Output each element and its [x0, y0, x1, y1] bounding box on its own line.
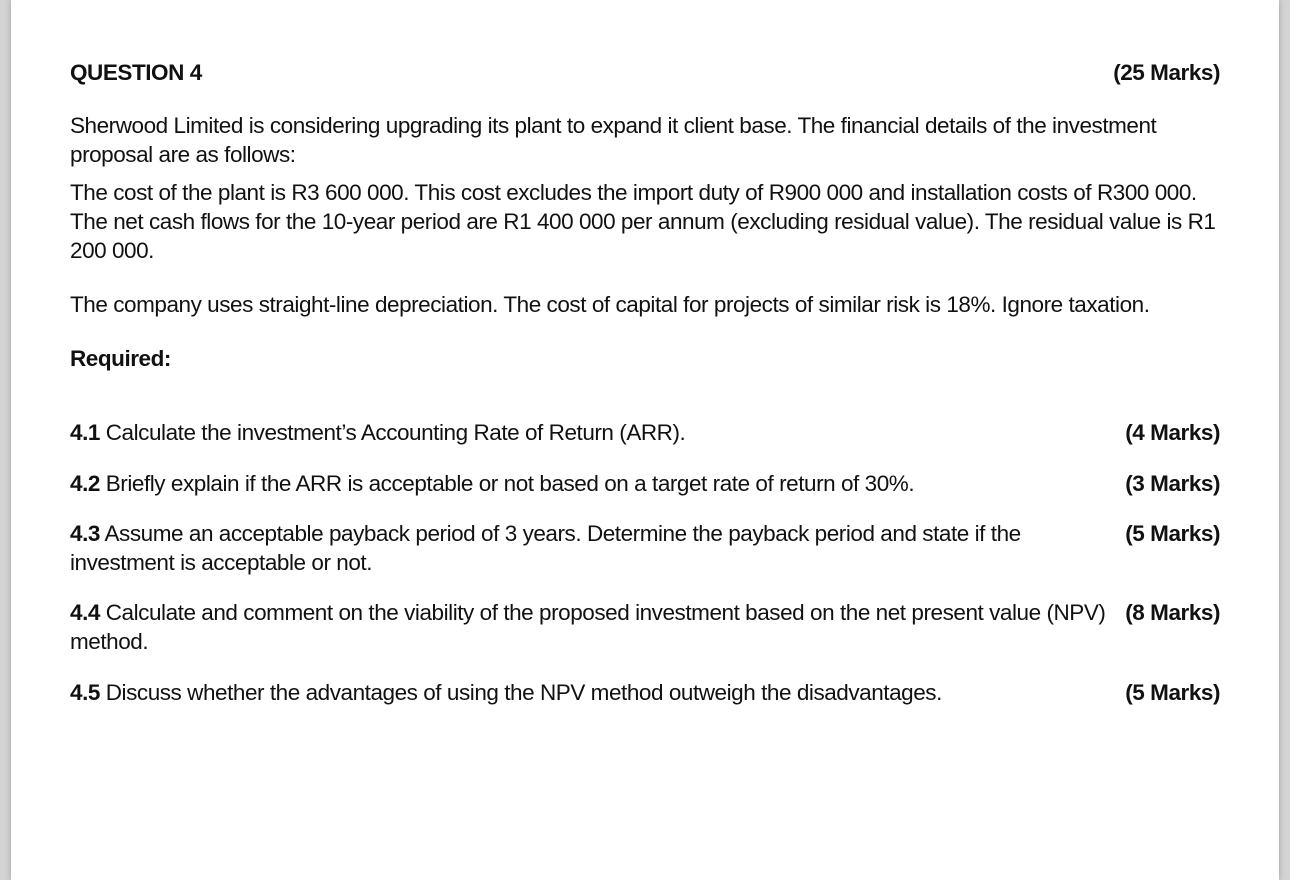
question-item-number: 4.3 [70, 521, 100, 546]
question-item-text [70, 519, 1110, 577]
question-item [70, 598, 1220, 656]
question-item-number: 4.1 [70, 420, 100, 445]
question-item-marks: (3 Marks) [1125, 471, 1220, 496]
question-item-number: 4.5 [70, 680, 100, 705]
question-item-text [70, 469, 1110, 498]
question-item-number: 4.4 [70, 600, 100, 625]
assumptions-paragraph: The company uses straight-line depreciation. The cost of capital for projects of similar risk is 18%. Ignore taxation. [70, 292, 1150, 317]
question-item-text [70, 418, 1110, 447]
question-item-description: Calculate the investment’s Accounting Rate of Return (ARR). [105, 420, 686, 445]
question-item-marks: (8 Marks) [1125, 600, 1220, 625]
question-item-marks: (4 Marks) [1125, 420, 1220, 445]
intro-paragraph: Sherwood Limited is considering upgrading its plant to expand it client base. The financial details of the investment proposal are as follows: [70, 113, 1157, 167]
document-page [11, 0, 1279, 880]
question-item-text [70, 598, 1110, 656]
question-item [70, 418, 1220, 447]
question-total-marks: (25 Marks) [1113, 60, 1220, 85]
question-item [70, 678, 1220, 707]
question-title: QUESTION 4 [70, 60, 202, 85]
question-item-description: Briefly explain if the ARR is acceptable or not based on a target rate of return of 30%. [105, 471, 915, 496]
question-item-text [70, 678, 1110, 707]
question-item [70, 469, 1220, 498]
question-item-description: Calculate and comment on the viability of the proposed investment based on the net present value (NPV) method. [70, 600, 1106, 654]
question-item-description: Discuss whether the advantages of using the NPV method outweigh the disadvantages. [105, 680, 942, 705]
question-header [70, 58, 1220, 87]
question-item-number: 4.2 [70, 471, 100, 496]
question-item [70, 519, 1220, 577]
question-item-description: Assume an acceptable payback period of 3 years. Determine the payback period and state if the investment is acceptable or not. [70, 521, 1021, 575]
details-paragraph: The cost of the plant is R3 600 000. This cost excludes the import duty of R900 000 and installation costs of R300 000. The net cash flows for the 10-year period are R1 400 000 per annum (excluding residual value). The residual value is R1 200 000. [70, 180, 1216, 263]
required-label: Required: [70, 346, 171, 371]
question-item-marks: (5 Marks) [1125, 521, 1220, 546]
document-content [70, 58, 1220, 707]
question-item-marks: (5 Marks) [1125, 680, 1220, 705]
